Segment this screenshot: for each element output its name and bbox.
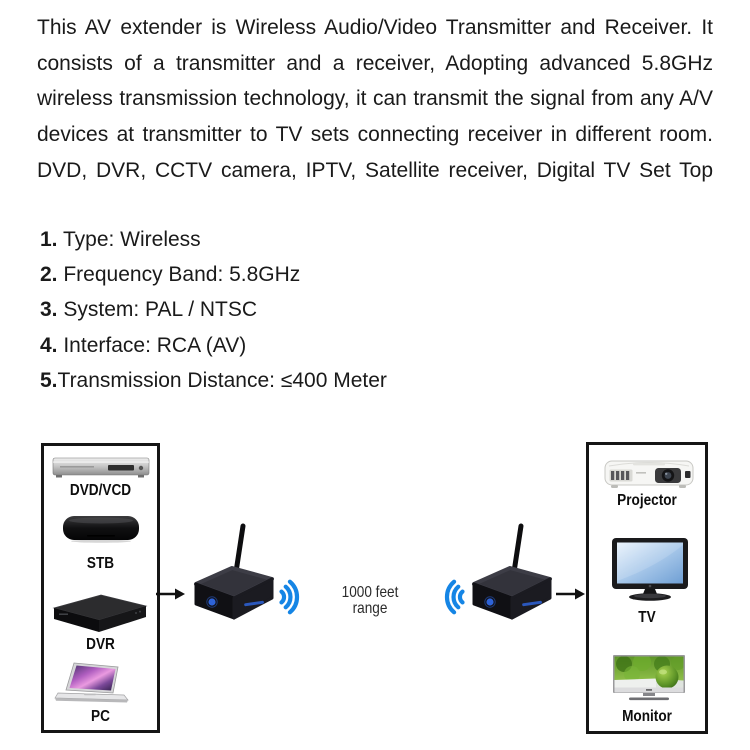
spec-text: Frequency Band: 5.8GHz (57, 263, 301, 287)
spec-list (40, 222, 690, 398)
paragraph-line-3: wireless transmission technology, it can transmit the signal from any A/V (37, 87, 713, 111)
spec-number: 4. (40, 333, 58, 357)
spec-number: 3. (40, 298, 58, 322)
paragraph-line-5: DVD, DVR, CCTV camera, IPTV, Satellite receiver, Digital TV Set Top (37, 158, 713, 182)
projector-icon (603, 457, 695, 491)
spec-number: 2. (40, 263, 58, 287)
receiver-icon (460, 518, 560, 626)
spec-text: System: PAL / NTSC (57, 298, 258, 322)
stb-icon (61, 514, 141, 544)
source-label-pc: PC (91, 708, 110, 725)
spec-text: Transmission Distance: ≤400 Meter (57, 368, 387, 392)
output-label-tv: TV (638, 609, 656, 626)
output-label-monitor: Monitor (622, 708, 672, 725)
dvd-player-icon (52, 455, 150, 481)
spec-item-interface (40, 328, 690, 363)
tv-icon (611, 537, 689, 603)
arrow-right-icon (556, 587, 586, 601)
paragraph-line-4: devices at transmitter to TV sets connecting receiver in different room. (37, 123, 713, 147)
intro-paragraph (37, 10, 713, 189)
source-label-dvr: DVR (86, 636, 115, 653)
spec-text: Type: Wireless (57, 228, 201, 251)
range-label: 1000 feet range (341, 584, 399, 617)
output-label-projector: Projector (617, 492, 677, 509)
spec-item-system (40, 292, 690, 327)
source-label-stb: STB (86, 555, 115, 572)
spec-item-type (40, 222, 690, 257)
spec-item-distance (40, 363, 690, 398)
laptop-icon (54, 662, 132, 706)
spec-number: 5. (40, 368, 58, 392)
spec-text: Interface: RCA (AV) (57, 333, 247, 357)
source-devices-box (41, 443, 160, 733)
source-label-dvd: DVD/VCD (69, 482, 132, 499)
output-devices-box (586, 442, 708, 734)
monitor-icon (612, 654, 686, 704)
paragraph-line-2: consists of a transmitter and a receiver, Adopting advanced 5.8GHz (37, 51, 713, 75)
spec-item-frequency (40, 257, 690, 292)
wifi-waves-right-icon (277, 572, 303, 622)
spec-number: 1. (40, 228, 58, 251)
transmitter-icon (182, 518, 282, 626)
dvr-icon (52, 592, 148, 636)
paragraph-line-1: This AV extender is Wireless Audio/Video Transmitter and Receiver. It (37, 16, 713, 39)
